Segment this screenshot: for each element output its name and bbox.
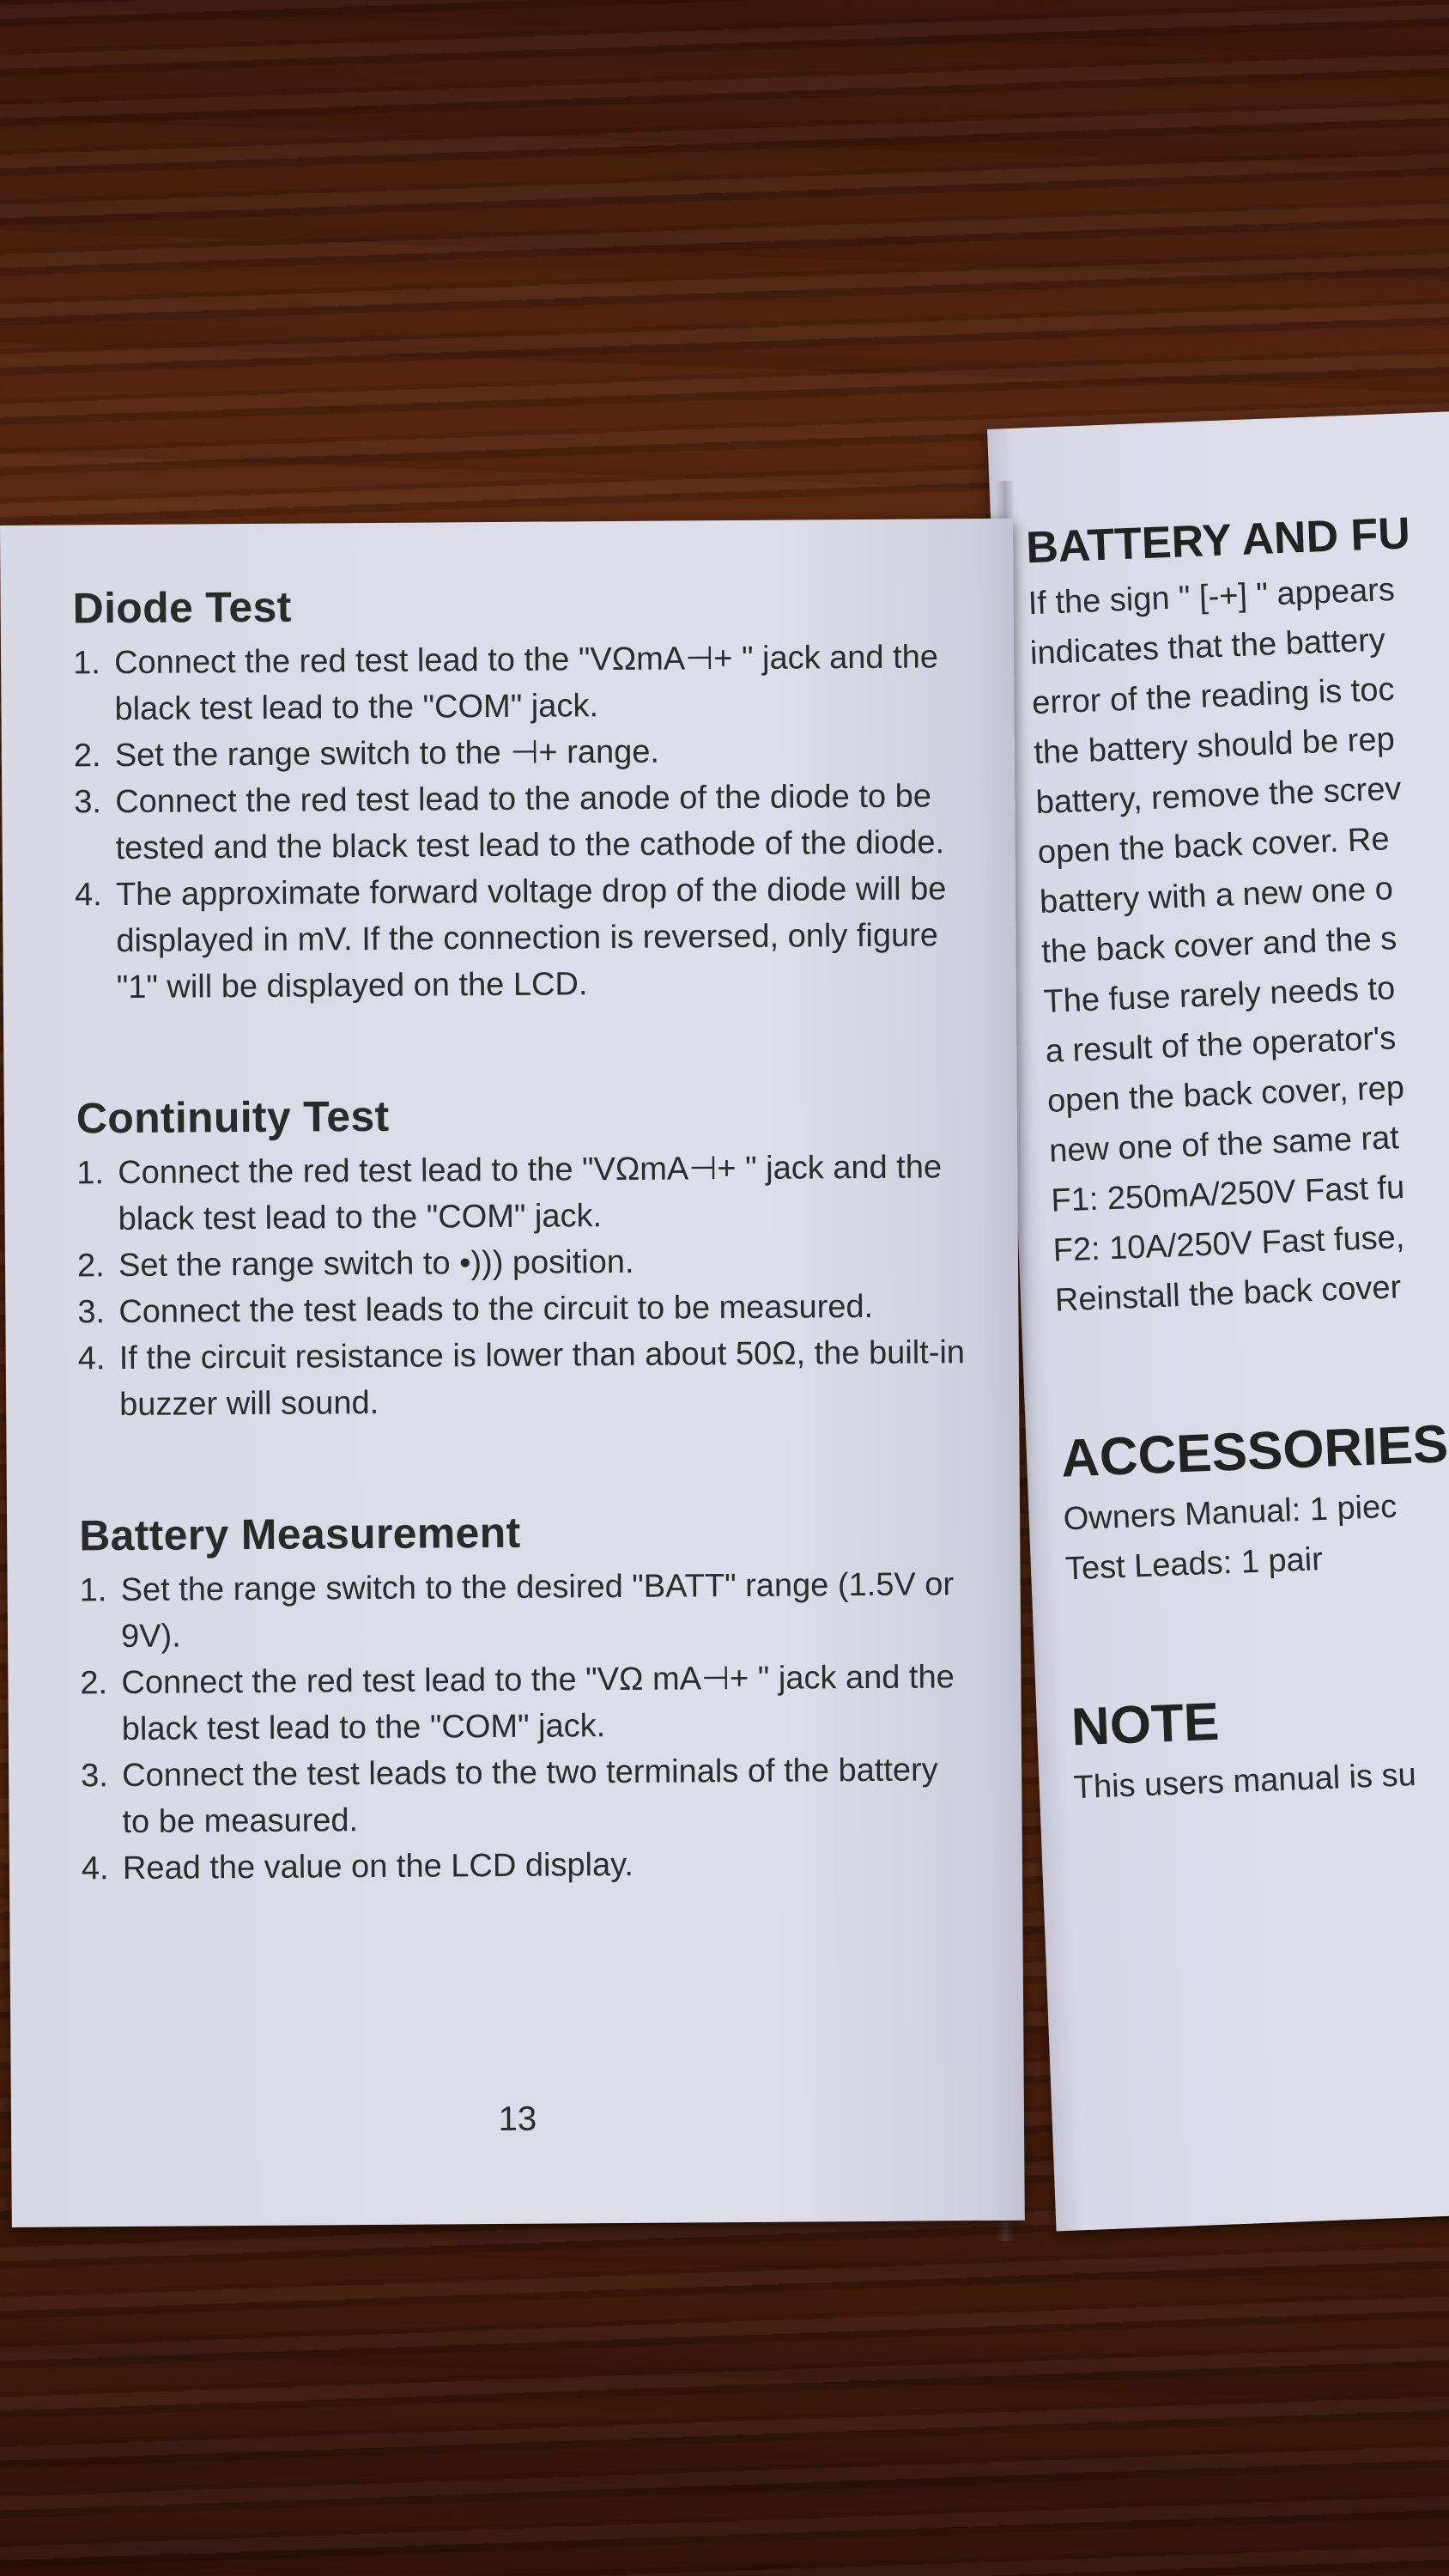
manual-page-right — [987, 411, 1449, 2232]
text-line: F1: 250mA/250V Fast fu — [1050, 1170, 1405, 1219]
right-page-content — [1025, 500, 1449, 1814]
section-title: Battery Measurement — [79, 1508, 521, 1560]
list-item: 1. Set the range switch to the desired "BATT" range (1.5V or 9V). — [79, 1566, 955, 1656]
list-item: 4. Read the value on the LCD display. — [81, 1846, 634, 1887]
list-item: 3. Connect the test leads to the two terminals of the battery to be measured. — [81, 1752, 938, 1841]
list-item: 3. Connect the test leads to the circuit to be measured. — [77, 1288, 874, 1331]
text-line: The fuse rarely needs to — [1042, 970, 1396, 1020]
text-line: Test Leads: 1 pair — [1064, 1540, 1324, 1588]
instruction-list — [79, 1561, 974, 1892]
continuity-test-section — [76, 1087, 972, 1428]
text-line: new one of the same rat — [1048, 1120, 1400, 1170]
list-item: 3. Connect the red test lead to the anode of the diode to be tested and the black test lead to the cathode of the diode. — [74, 778, 945, 867]
text-line: open the back cover, rep — [1046, 1069, 1405, 1120]
text-line: Reinstall the back cover — [1054, 1269, 1402, 1319]
text-line: Owners Manual: 1 piec — [1062, 1488, 1397, 1538]
battery-fuse-body — [1028, 556, 1449, 1325]
list-item: 1. Connect the red test lead to the "VΩmA⊣+ " jack and the black test lead to the "COM" jack. — [76, 1149, 943, 1238]
text-line: indicates that the battery — [1029, 622, 1386, 672]
list-item: 2. Connect the red test lead to the "VΩ mA⊣+ " jack and the black test lead to the "COM" jack. — [80, 1659, 955, 1748]
diode-test-section — [72, 577, 967, 1011]
text-line: the back cover and the s — [1040, 920, 1397, 970]
text-line: F2: 10A/250V Fast fuse, — [1052, 1219, 1406, 1269]
text-line: If the sign " [-+] " appears — [1028, 571, 1396, 623]
list-item: 2. Set the range switch to the ⊣+ range. — [73, 733, 660, 775]
text-line: This users manual is su — [1073, 1756, 1417, 1807]
page-number: 13 — [498, 2099, 537, 2138]
text-line: battery, remove the screv — [1034, 770, 1403, 822]
manual-page-left — [0, 519, 1025, 2227]
battery-fuse-heading: BATTERY AND FU — [1025, 508, 1411, 574]
section-title: Continuity Test — [76, 1091, 390, 1143]
list-item: 4. If the circuit resistance is lower than about 50Ω, the built-in buzzer will sound. — [77, 1334, 966, 1424]
instruction-list — [73, 634, 968, 1011]
text-line: open the back cover. Re — [1037, 821, 1391, 872]
text-line: battery with a new one o — [1039, 871, 1394, 921]
list-item: 2. Set the range switch to •))) position. — [76, 1243, 634, 1285]
text-line: a result of the operator's — [1045, 1020, 1397, 1070]
text-line: the battery should be rep — [1033, 721, 1396, 772]
list-item: 1. Connect the red test lead to the "VΩmA⊣+ " jack and the black test lead to the "COM" jack. — [72, 639, 939, 728]
instruction-list — [76, 1144, 971, 1428]
list-item: 4. The approximate forward voltage drop of the diode will be displayed in mV. If the connection is reversed, only figure "1" will be displayed on the LCD. — [74, 871, 947, 1006]
section-title: Diode Test — [72, 582, 292, 633]
text-line: error of the reading is toc — [1031, 671, 1396, 722]
note-heading: NOTE — [1070, 1692, 1221, 1758]
left-page-content — [72, 577, 974, 1974]
battery-measurement-section — [79, 1504, 974, 1892]
accessories-heading: ACCESSORIES — [1059, 1414, 1449, 1489]
